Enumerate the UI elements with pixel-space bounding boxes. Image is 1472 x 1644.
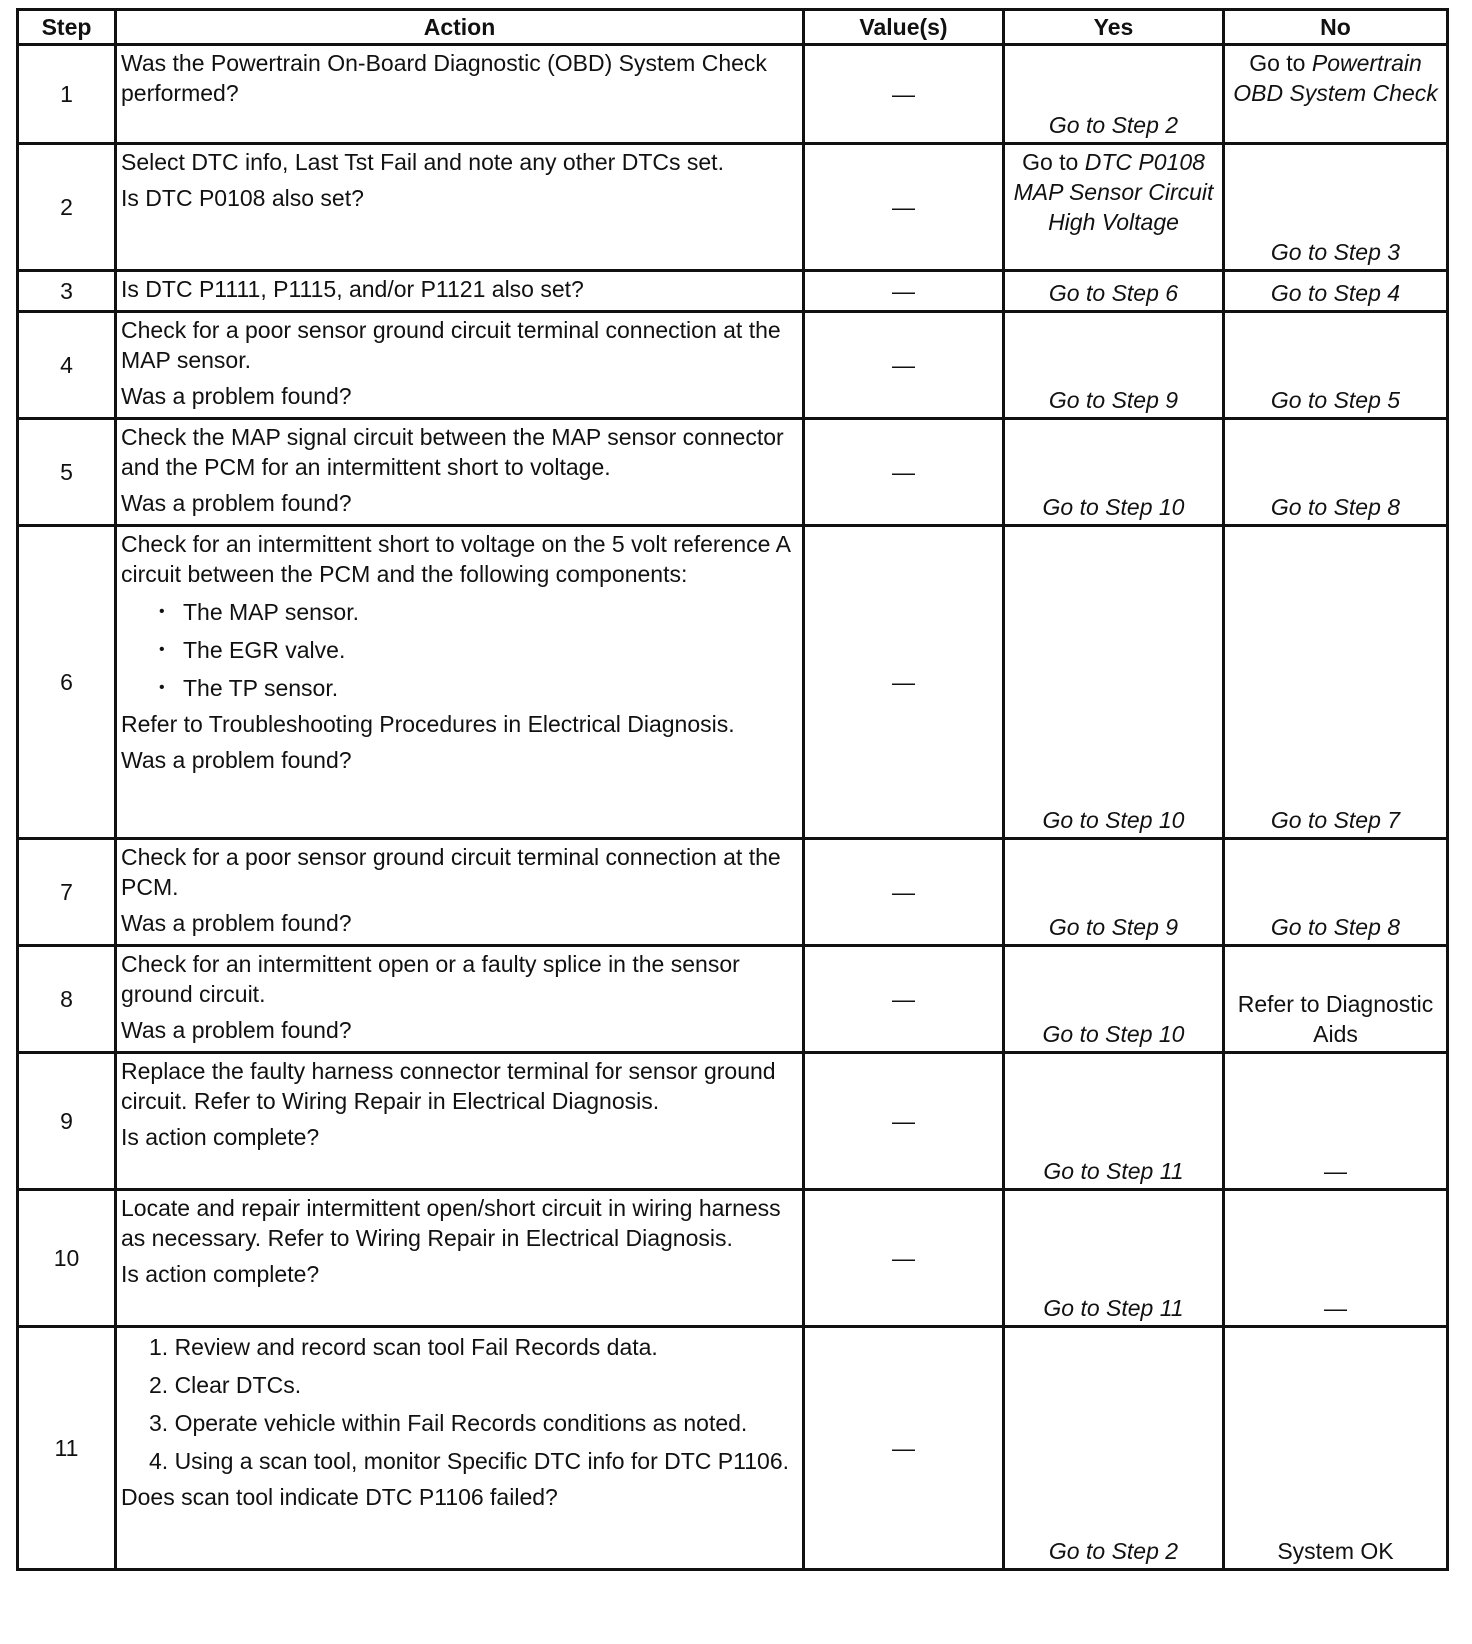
action-cell (116, 839, 804, 946)
numbered-item: 1. Review and record scan tool Fail Records data. (149, 1334, 658, 1360)
action-note: Refer to Troubleshooting Procedures in Electrical Diagnosis. (121, 711, 735, 737)
value-cell: — (804, 271, 1004, 312)
step-number: 3 (18, 271, 116, 312)
table-row (18, 271, 1448, 312)
bullet-text: The EGR valve. (183, 637, 346, 663)
yes-cell: Go to Step 9 (1004, 839, 1224, 946)
yes-cell: Go to Step 2 (1004, 1327, 1224, 1570)
action-question: Was a problem found? (121, 490, 352, 516)
diagnostic-table (16, 8, 1449, 1571)
header-action: Action (116, 10, 804, 45)
bullet-item (121, 635, 798, 665)
no-prefix: Go to (1249, 50, 1306, 76)
action-cell (116, 1190, 804, 1327)
action-question: Does scan tool indicate DTC P1106 failed? (121, 1484, 558, 1510)
numbered-item: 4. Using a scan tool, monitor Specific DTC info for DTC P1106. (149, 1448, 790, 1474)
table-row (18, 1053, 1448, 1190)
action-cell (116, 1327, 804, 1570)
action-text: Check for a poor sensor ground circuit terminal connection at the MAP sensor. (121, 317, 781, 373)
action-text: Locate and repair intermittent open/short circuit in wiring harness as necessary. Refer to Wiring Repair in Electrical Diagnosis. (121, 1195, 781, 1251)
action-text: Check the MAP signal circuit between the MAP sensor connector and the PCM for an intermittent short to voltage. (121, 424, 784, 480)
table-row (18, 1190, 1448, 1327)
value-cell: — (804, 144, 1004, 271)
action-question: Was a problem found? (121, 747, 352, 773)
bullet-text: The TP sensor. (183, 675, 339, 701)
step-number: 6 (18, 526, 116, 839)
table-row (18, 946, 1448, 1053)
no-cell: Go to Step 5 (1224, 312, 1448, 419)
no-cell: Go to Step 3 (1224, 144, 1448, 271)
table-row (18, 526, 1448, 839)
value-cell: — (804, 526, 1004, 839)
header-values: Value(s) (804, 10, 1004, 45)
step-number: 7 (18, 839, 116, 946)
no-cell: System OK (1224, 1327, 1448, 1570)
no-cell: — (1224, 1190, 1448, 1327)
step-number: 1 (18, 45, 116, 144)
value-cell: — (804, 946, 1004, 1053)
bullet-item (121, 597, 798, 627)
yes-cell: Go to Step 10 (1004, 526, 1224, 839)
action-question: Was a problem found? (121, 1017, 352, 1043)
value-cell: — (804, 1053, 1004, 1190)
yes-cell: Go to Step 10 (1004, 946, 1224, 1053)
action-cell (116, 144, 804, 271)
action-question: Is DTC P1111, P1115, and/or P1121 also set? (121, 276, 584, 302)
step-number: 10 (18, 1190, 116, 1327)
no-cell (1224, 45, 1448, 144)
header-no: No (1224, 10, 1448, 45)
value-cell: — (804, 45, 1004, 144)
value-cell: — (804, 1190, 1004, 1327)
no-link: Powertrain OBD System Check (1233, 50, 1438, 106)
step-number: 5 (18, 419, 116, 526)
table-row (18, 312, 1448, 419)
action-cell (116, 419, 804, 526)
yes-cell: Go to Step 11 (1004, 1190, 1224, 1327)
action-cell (116, 45, 804, 144)
value-cell: — (804, 419, 1004, 526)
table-row (18, 144, 1448, 271)
no-cell: Go to Step 8 (1224, 839, 1448, 946)
value-cell: — (804, 1327, 1004, 1570)
action-question: Is action complete? (121, 1261, 320, 1287)
table-row (18, 419, 1448, 526)
table-row (18, 1327, 1448, 1570)
numbered-item: 2. Clear DTCs. (149, 1372, 302, 1398)
header-row (18, 10, 1448, 45)
yes-cell: Go to Step 10 (1004, 419, 1224, 526)
bullet-item (121, 673, 798, 703)
action-text: Check for an intermittent short to voltage on the 5 volt reference A circuit between the PCM and the following components: (121, 531, 790, 587)
no-cell: Go to Step 4 (1224, 271, 1448, 312)
action-text: Check for a poor sensor ground circuit terminal connection at the PCM. (121, 844, 781, 900)
yes-prefix: Go to (1022, 149, 1079, 175)
yes-cell: Go to Step 11 (1004, 1053, 1224, 1190)
table-row (18, 45, 1448, 144)
yes-cell (1004, 144, 1224, 271)
table-row (18, 839, 1448, 946)
step-number: 2 (18, 144, 116, 271)
yes-cell: Go to Step 9 (1004, 312, 1224, 419)
action-text: Replace the faulty harness connector terminal for sensor ground circuit. Refer to Wiring Repair in Electrical Diagnosis. (121, 1058, 776, 1114)
step-number: 8 (18, 946, 116, 1053)
action-question: Is DTC P0108 also set? (121, 185, 364, 211)
action-cell (116, 946, 804, 1053)
bullet-text: The MAP sensor. (183, 599, 359, 625)
action-question: Was a problem found? (121, 383, 352, 409)
no-cell: Go to Step 7 (1224, 526, 1448, 839)
step-number: 11 (18, 1327, 116, 1570)
action-text: Was the Powertrain On-Board Diagnostic (OBD) System Check performed? (121, 50, 767, 106)
action-cell (116, 271, 804, 312)
action-text: Select DTC info, Last Tst Fail and note any other DTCs set. (121, 149, 724, 175)
no-cell: — (1224, 1053, 1448, 1190)
value-cell: — (804, 839, 1004, 946)
step-number: 4 (18, 312, 116, 419)
yes-cell: Go to Step 2 (1004, 45, 1224, 144)
no-cell: Go to Step 8 (1224, 419, 1448, 526)
header-yes: Yes (1004, 10, 1224, 45)
numbered-item: 3. Operate vehicle within Fail Records conditions as noted. (149, 1410, 748, 1436)
action-question: Was a problem found? (121, 910, 352, 936)
step-number: 9 (18, 1053, 116, 1190)
action-cell (116, 526, 804, 839)
action-cell (116, 1053, 804, 1190)
action-text: Check for an intermittent open or a faulty splice in the sensor ground circuit. (121, 951, 740, 1007)
action-cell (116, 312, 804, 419)
no-cell: Refer to Diagnostic Aids (1224, 946, 1448, 1053)
header-step: Step (18, 10, 116, 45)
action-question: Is action complete? (121, 1124, 320, 1150)
yes-cell: Go to Step 6 (1004, 271, 1224, 312)
yes-link: DTC P0108 MAP Sensor Circuit High Voltage (1013, 149, 1214, 235)
value-cell: — (804, 312, 1004, 419)
